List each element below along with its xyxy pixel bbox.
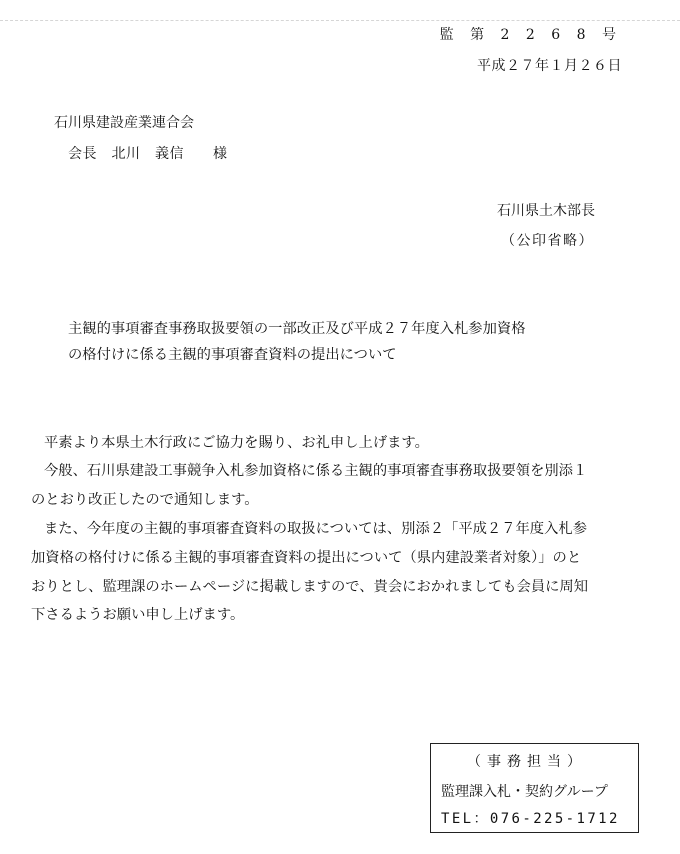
subject-line-1: 主観的事項審査事務取扱要領の一部改正及び平成２７年度入札参加資格 <box>68 321 526 337</box>
document-date: 平成２７年１月２６日 <box>477 58 622 74</box>
contact-department: 監理課入札・契約グループ <box>441 784 608 800</box>
scan-edge-line <box>0 20 680 21</box>
contact-box <box>430 743 639 833</box>
addressee-person: 会長 北川 義信 様 <box>68 146 228 162</box>
sender-organization: 石川県土木部長 <box>497 203 595 219</box>
body-line: 平素より本県土木行政にご協力を賜り、お礼申し上げます。 <box>44 435 429 451</box>
contact-title: （事務担当） <box>467 754 587 770</box>
body-line: 今般、石川県建設工事競争入札参加資格に係る主観的事項審査事務取扱要領を別添１ <box>44 463 588 479</box>
seal-omitted-note: （公印省略） <box>501 233 594 249</box>
document-number: 監 第 2 2 6 8 号 <box>439 27 622 43</box>
subject-line-2: の格付けに係る主観的事項審査資料の提出について <box>68 347 397 363</box>
body-line: のとおり改正したので通知します。 <box>31 492 259 508</box>
body-line: 下さるようお願い申し上げます。 <box>31 607 245 623</box>
addressee-organization: 石川県建設産業連合会 <box>54 115 194 131</box>
body-line: おりとし、監理課のホームページに掲載しますので、貴会におかれましても会員に周知 <box>31 579 589 595</box>
contact-phone: TEL：076-225-1712 <box>441 811 620 827</box>
body-line: 加資格の格付けに係る主観的事項審査資料の提出について（県内建設業者対象）」のと <box>31 550 582 566</box>
body-line: また、今年度の主観的事項審査資料の取扱については、別添２「平成２７年度入札参 <box>44 521 587 537</box>
